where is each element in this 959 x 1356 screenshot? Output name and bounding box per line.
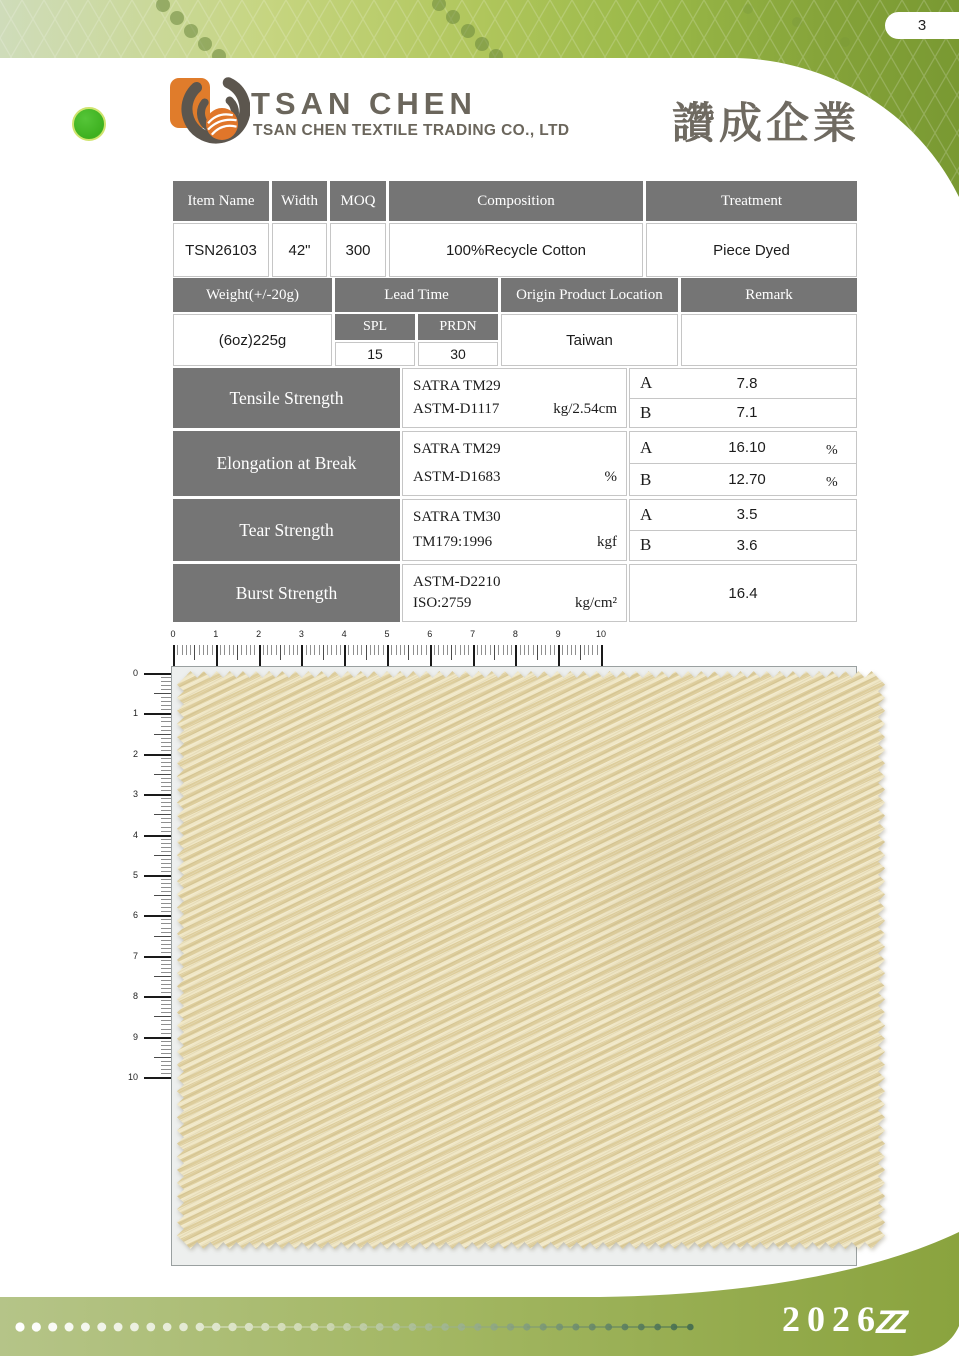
value-item-name: TSN26103 — [173, 223, 269, 277]
ruler-tick — [468, 645, 469, 655]
ruler-tick — [276, 645, 277, 655]
spec-table-primary — [173, 181, 857, 277]
svg-text:ZZ: ZZ — [876, 1304, 902, 1340]
ruler-tick — [144, 1077, 172, 1079]
result-value: 7.8 — [736, 374, 758, 392]
ruler-number: 0 — [132, 668, 138, 678]
ruler-tick — [344, 645, 346, 667]
ruler-tick — [524, 645, 525, 655]
decorative-dot — [48, 1322, 57, 1331]
ruler-tick — [331, 645, 332, 655]
ruler-tick — [237, 645, 238, 660]
method-line2: ISO:2759 — [413, 595, 472, 611]
decorative-dot — [163, 1323, 172, 1332]
ruler-number: 3 — [298, 629, 304, 639]
method-line1: SATRA TM30 — [413, 509, 501, 525]
result-suffix — [826, 556, 856, 560]
ruler-number: 2 — [256, 629, 262, 639]
ruler-tick — [597, 645, 598, 655]
ruler-tick — [520, 645, 521, 655]
fabric-swatch-image — [177, 671, 885, 1249]
ruler-number: 10 — [127, 1072, 138, 1082]
ruler-tick — [199, 645, 200, 655]
ruler-tick — [387, 645, 389, 667]
brand-subtitle: TSAN CHEN TEXTILE TRADING CO., LTD — [253, 122, 570, 139]
result-value: 3.6 — [736, 536, 758, 554]
unit-label: kgf — [597, 534, 617, 550]
ruler-tick — [144, 996, 172, 998]
test-method-cell — [402, 499, 627, 561]
method-line2: ASTM-D1117 — [413, 401, 500, 417]
ruler-tick — [233, 645, 234, 655]
result-b — [630, 530, 856, 561]
sub-header-prdn: PRDN — [418, 314, 498, 340]
col-header-treatment: Treatment — [646, 181, 857, 221]
ruler-number: 10 — [595, 629, 607, 639]
ruler-tick — [144, 875, 172, 877]
ruler-tick — [301, 645, 303, 667]
ruler-tick — [177, 645, 178, 655]
spec-table-secondary — [173, 278, 857, 366]
ruler-tick — [404, 645, 405, 655]
result-value: 16.4 — [728, 584, 758, 602]
ruler-tick — [580, 645, 581, 660]
result-value: 16.10 — [728, 439, 766, 456]
method-line1: ASTM-D2210 — [413, 574, 501, 590]
ruler-tick — [515, 645, 517, 667]
ab-label: A — [640, 504, 653, 524]
table-row — [173, 499, 857, 561]
ruler-tick — [408, 645, 409, 660]
ruler-tick — [592, 645, 593, 655]
ruler-tick — [336, 645, 337, 655]
ruler-tick — [357, 645, 358, 655]
green-bullet-dot — [72, 107, 106, 141]
ruler-tick — [154, 1057, 172, 1058]
ruler-tick — [417, 645, 418, 655]
ruler-tick — [306, 645, 307, 655]
result-b — [630, 463, 856, 495]
ruler-tick — [413, 645, 414, 655]
ruler-tick — [314, 645, 315, 655]
ruler-tick — [293, 645, 294, 655]
ruler-number: 1 — [132, 708, 138, 719]
test-method-cell — [402, 431, 627, 496]
decorative-dot — [114, 1323, 123, 1332]
decorative-dot — [146, 1323, 155, 1332]
decorative-dot — [687, 1324, 694, 1331]
ruler-tick — [430, 645, 432, 667]
col-header-composition: Composition — [389, 181, 643, 221]
test-method-cell — [402, 368, 627, 428]
ruler-number: 7 — [132, 950, 138, 961]
ruler-number: 9 — [555, 629, 561, 639]
decorative-dot — [15, 1322, 24, 1331]
ruler-tick — [601, 645, 603, 667]
ruler-tick — [554, 645, 555, 655]
row-label: Tear Strength — [173, 499, 400, 561]
ruler-tick — [571, 645, 572, 655]
unit-label: % — [604, 469, 617, 485]
ruler-tick — [434, 645, 435, 655]
ruler-number: 3 — [132, 789, 138, 800]
ruler-tick — [494, 645, 495, 660]
unit-label: kg/2.54cm — [553, 401, 617, 417]
ruler-number: 4 — [341, 629, 347, 639]
decorative-dot — [32, 1322, 41, 1331]
ruler-tick — [533, 645, 534, 655]
ruler-tick — [451, 645, 452, 660]
ruler-number: 8 — [512, 629, 518, 639]
ruler-tick — [144, 915, 172, 917]
row-label: Elongation at Break — [173, 431, 400, 496]
col-header-moq: MOQ — [330, 181, 386, 221]
ruler-tick — [154, 774, 172, 775]
ruler-number: 5 — [384, 629, 390, 639]
ruler-tick — [378, 645, 379, 655]
value-composition: 100%Recycle Cotton — [389, 223, 643, 277]
ruler-tick — [361, 645, 362, 655]
ruler-tick — [284, 645, 285, 655]
ruler-tick — [348, 645, 349, 655]
result-value: 3.5 — [736, 506, 758, 524]
company-cjk-title: 讚成企業 — [672, 100, 860, 148]
ruler-tick — [481, 645, 482, 655]
ruler-tick — [154, 734, 172, 735]
col-header-origin: Origin Product Location — [501, 278, 678, 312]
ruler-tick — [271, 645, 272, 655]
method-line1: SATRA TM29 — [413, 441, 501, 457]
ruler-tick — [250, 645, 251, 655]
ruler-number: 7 — [470, 629, 476, 639]
ruler-tick — [154, 814, 172, 815]
result-value: 12.70 — [728, 471, 766, 488]
value-remark — [681, 314, 857, 366]
ruler-number: 6 — [132, 910, 138, 921]
ruler-tick — [216, 645, 218, 667]
ruler-tick — [319, 645, 320, 655]
table-row — [173, 368, 857, 428]
ruler-tick — [507, 645, 508, 655]
test-method-cell — [402, 564, 627, 622]
ab-label: A — [640, 437, 653, 457]
page-number-tab — [885, 12, 959, 39]
ruler-tick — [190, 645, 191, 655]
ruler-tick — [460, 645, 461, 655]
ruler-number: 4 — [132, 829, 138, 840]
ruler-tick — [421, 645, 422, 655]
ruler-tick — [144, 673, 172, 675]
ruler-tick — [391, 645, 392, 655]
ab-label: A — [640, 373, 653, 393]
ruler-tick — [464, 645, 465, 655]
ruler-tick — [477, 645, 478, 655]
ruler-tick — [194, 645, 195, 660]
row-label: Tensile Strength — [173, 368, 400, 428]
ruler-number: 8 — [132, 991, 138, 1002]
ruler-tick — [503, 645, 504, 655]
results-cell — [629, 431, 857, 496]
result-suffix: % — [826, 475, 838, 490]
ruler-tick — [310, 645, 311, 655]
ruler-tick — [267, 645, 268, 655]
result-suffix — [826, 423, 856, 427]
ruler-tick — [426, 645, 427, 655]
ruler-tick — [323, 645, 324, 660]
ruler-tick — [327, 645, 328, 655]
ruler-tick — [545, 645, 546, 655]
ruler-tick — [383, 645, 384, 655]
method-line2: ASTM-D1683 — [413, 469, 501, 485]
result-a — [630, 432, 856, 463]
ruler-number: 0 — [170, 629, 176, 639]
ruler-tick — [588, 645, 589, 655]
value-spl: 15 — [335, 342, 415, 366]
method-line2: TM179:1996 — [413, 534, 493, 550]
ruler-tick — [212, 645, 213, 655]
results-cell — [629, 564, 857, 622]
page-number: 3 — [917, 17, 927, 34]
ruler-number: 1 — [213, 629, 219, 639]
ruler-tick — [259, 645, 261, 667]
strength-test-table — [173, 368, 857, 625]
ruler-tick — [575, 645, 576, 655]
ab-label: B — [640, 469, 652, 489]
col-header-width: Width — [272, 181, 327, 221]
ruler-tick — [353, 645, 354, 655]
unit-label: kg/cm² — [575, 595, 617, 611]
ruler-tick — [144, 794, 172, 796]
ruler-tick — [370, 645, 371, 655]
ruler-tick — [558, 645, 560, 667]
ruler-tick — [550, 645, 551, 655]
brand-name: TSAN CHEN — [251, 86, 477, 121]
ab-label: B — [640, 402, 652, 422]
ruler-tick — [366, 645, 367, 660]
ruler-tick — [297, 645, 298, 655]
company-logo-icon — [166, 72, 250, 148]
ab-label: B — [640, 535, 652, 555]
table-row — [173, 564, 857, 622]
ruler-tick — [229, 645, 230, 655]
ruler-tick — [541, 645, 542, 655]
decorative-dot — [65, 1323, 74, 1332]
ruler-tick — [144, 713, 172, 715]
ruler-tick — [173, 645, 175, 667]
ruler-tick — [154, 693, 172, 694]
ruler-tick — [254, 645, 255, 655]
ruler-tick — [246, 645, 247, 655]
zz-footer-logo-icon — [872, 1303, 952, 1343]
ruler-tick — [144, 1037, 172, 1039]
result-value: 7.1 — [736, 404, 758, 422]
col-header-item-name: Item Name — [173, 181, 269, 221]
ruler-tick — [241, 645, 242, 655]
ruler-tick — [528, 645, 529, 655]
ruler-tick — [340, 645, 341, 655]
result-a — [630, 369, 856, 398]
ruler-tick — [144, 754, 172, 756]
ruler-tick — [154, 855, 172, 856]
ruler-tick — [154, 936, 172, 937]
results-cell — [629, 499, 857, 561]
col-header-lead-time: Lead Time — [335, 278, 498, 312]
result-suffix: % — [826, 443, 838, 458]
ruler-number: 6 — [427, 629, 433, 639]
value-origin: Taiwan — [501, 314, 678, 366]
ruler-tick — [154, 895, 172, 896]
table-row — [173, 431, 857, 496]
ruler-tick — [396, 645, 397, 655]
ruler-number: 5 — [132, 870, 138, 880]
ruler-tick — [567, 645, 568, 655]
ruler-tick — [144, 956, 172, 958]
ruler-number: 2 — [132, 748, 138, 759]
decorative-dot — [179, 1323, 188, 1332]
ruler-tick — [186, 645, 187, 655]
ruler-tick — [438, 645, 439, 655]
decorative-dot — [97, 1323, 106, 1332]
result-b — [630, 398, 856, 428]
value-width: 42" — [272, 223, 327, 277]
ruler-tick — [562, 645, 563, 655]
ruler-tick — [473, 645, 475, 667]
ruler-tick — [280, 645, 281, 660]
ruler-tick — [203, 645, 204, 655]
ruler-tick — [498, 645, 499, 655]
ruler-tick — [447, 645, 448, 655]
value-weight: (6oz)225g — [173, 314, 332, 366]
year-label: 2026 — [782, 1299, 882, 1339]
value-moq: 300 — [330, 223, 386, 277]
ruler-tick — [455, 645, 456, 655]
ruler-tick — [400, 645, 401, 655]
ruler-tick — [154, 1016, 172, 1017]
ruler-tick — [207, 645, 208, 655]
value-prdn: 30 — [418, 342, 498, 366]
ruler-tick — [220, 645, 221, 655]
ruler-tick — [374, 645, 375, 655]
ruler-tick — [182, 645, 183, 655]
row-label: Burst Strength — [173, 564, 400, 622]
ruler-tick — [154, 976, 172, 977]
ruler-number: 9 — [132, 1031, 138, 1042]
ruler-tick — [511, 645, 512, 655]
ruler-tick — [289, 645, 290, 655]
decorative-dot — [81, 1323, 90, 1332]
method-line1: SATRA TM29 — [413, 378, 501, 394]
result-a — [630, 500, 856, 530]
decorative-dot — [130, 1323, 139, 1332]
value-treatment: Piece Dyed — [646, 223, 857, 277]
ruler-tick — [537, 645, 538, 660]
ruler-tick — [443, 645, 444, 655]
sub-header-spl: SPL — [335, 314, 415, 340]
results-cell — [629, 368, 857, 428]
col-header-remark: Remark — [681, 278, 857, 312]
ruler-tick — [485, 645, 486, 655]
ruler-tick — [144, 835, 172, 837]
ruler-tick — [490, 645, 491, 655]
ruler-tick — [224, 645, 225, 655]
ruler-tick — [263, 645, 264, 655]
ruler-tick — [584, 645, 585, 655]
col-header-weight: Weight(+/-20g) — [173, 278, 332, 312]
